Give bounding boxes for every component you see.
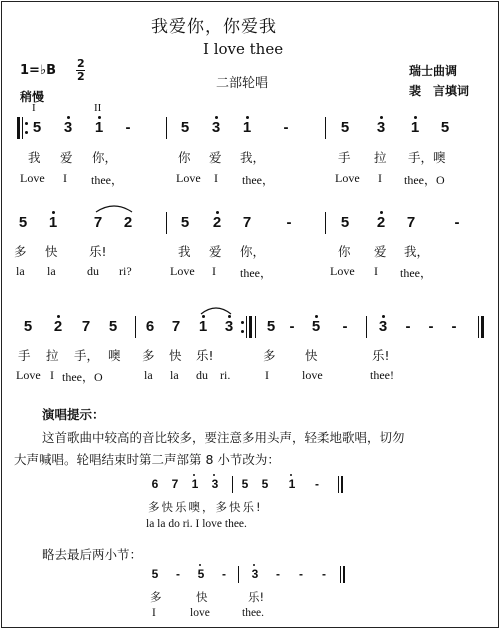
note: 7 — [81, 318, 91, 335]
example-lyric-en: la la do ri. I love thee. — [146, 518, 247, 530]
note: 2 — [123, 214, 133, 231]
note-dash: - — [286, 214, 292, 231]
note: 5 — [197, 567, 205, 581]
note-dash: - — [176, 567, 180, 581]
lyric-cn: 你， — [92, 150, 118, 165]
lyric-cn: 快 — [169, 348, 182, 363]
note-dash: - — [222, 567, 226, 581]
final-bar-thin — [338, 476, 339, 493]
lyric-cn: 爱 — [60, 150, 73, 165]
lyric-cn: 我， — [240, 150, 266, 165]
note-dash: - — [289, 318, 295, 335]
note: 5 — [241, 477, 249, 491]
note: 7 — [171, 318, 181, 335]
lyric-cn: 多 — [142, 348, 155, 363]
lyric-cn: 拉 — [374, 150, 387, 165]
notes-paragraph-2: 大声喊唱。轮唱结束时第二声部第 8 小节改为： — [14, 452, 280, 467]
final-bar-thin — [340, 566, 341, 583]
lyric-en: I — [50, 368, 54, 382]
example-lyric-cn: 快 — [196, 590, 208, 604]
lyric-cn: 爱 — [209, 150, 222, 165]
lyric-en: thee， — [91, 173, 123, 187]
example-lyric-en: love — [190, 607, 210, 619]
lyric-en: thee， — [240, 266, 272, 280]
lyric-en: Love — [20, 171, 45, 185]
lyricist-credit: 裴 言填词 — [409, 84, 470, 98]
lyric-cn: 手， — [74, 348, 100, 363]
note: 3 — [378, 318, 388, 335]
lyric-en: la — [16, 264, 25, 278]
example-lyric-en: I — [152, 607, 156, 619]
example-lyric-en: thee. — [242, 607, 265, 619]
lyric-en: Love — [176, 171, 201, 185]
lyric-cn: 爱 — [209, 244, 222, 259]
lyric-en: la — [170, 368, 179, 382]
tie-arc — [199, 304, 233, 316]
note: 5 — [180, 119, 190, 136]
bar-line — [232, 476, 233, 493]
note-dash: - — [342, 318, 348, 335]
lyric-en: I — [374, 264, 378, 278]
note: 6 — [151, 477, 159, 491]
octave-dot — [193, 474, 195, 476]
bar-line — [166, 212, 167, 234]
lyric-cn: 我 — [28, 150, 41, 165]
bar-line — [238, 566, 239, 583]
part-marker-one: I — [32, 102, 36, 114]
repeat-dot — [25, 131, 28, 134]
bar-line — [366, 316, 367, 338]
repeat-dot — [241, 330, 244, 333]
repeat-dot — [25, 122, 28, 125]
octave-dot — [382, 315, 385, 318]
note-dash: - — [125, 119, 131, 136]
note: 1 — [198, 318, 208, 335]
note: 7 — [93, 214, 103, 231]
final-bar-thick — [341, 476, 343, 493]
lyric-cn: 我 — [178, 244, 191, 259]
lyric-cn: 我， — [404, 244, 430, 259]
time-signature-bottom: 2 — [77, 70, 85, 83]
note: 2 — [212, 214, 222, 231]
repeat-end-thin — [246, 316, 247, 338]
octave-dot — [213, 474, 215, 476]
lyric-en: love — [302, 368, 323, 382]
bar-line — [325, 212, 326, 234]
lyric-en: I — [214, 171, 218, 185]
octave-dot — [246, 116, 249, 119]
lyric-cn: 手 — [18, 348, 31, 363]
lyric-cn: 快 — [305, 348, 318, 363]
note: 5 — [180, 214, 190, 231]
lyric-en: thee， — [400, 266, 432, 280]
lyric-en: Love — [170, 264, 195, 278]
lyric-en: Love — [335, 171, 360, 185]
example-lyric-cn: 乐! — [248, 590, 265, 604]
part-marker-two: II — [94, 102, 102, 114]
bar-line — [135, 316, 136, 338]
composer-credit: 瑞士曲调 — [409, 64, 458, 78]
section-bar — [249, 316, 252, 338]
time-signature-top: 2 — [77, 57, 85, 70]
note: 1 — [288, 477, 296, 491]
note: 1 — [191, 477, 199, 491]
note: 1 — [94, 119, 104, 136]
notes-paragraph-1: 这首歌曲中较高的音比较多，要注意多用头声，轻柔地歌唱，切勿 — [42, 430, 405, 445]
note: 3 — [224, 318, 234, 335]
note-dash: - — [315, 477, 319, 491]
lyric-cn: 乐! — [196, 348, 214, 363]
octave-dot — [380, 116, 383, 119]
lyric-en: la — [144, 368, 153, 382]
lyric-en: thee，O — [62, 370, 103, 384]
note: 5 — [32, 119, 42, 136]
key-signature: 1=♭B — [20, 63, 56, 78]
note: 2 — [53, 318, 63, 335]
final-bar-thick — [343, 566, 345, 583]
lyric-cn: 手，噢 — [408, 150, 446, 165]
octave-dot — [52, 211, 55, 214]
lyric-en: la — [47, 264, 56, 278]
notes-heading: 演唱提示： — [42, 407, 105, 422]
lyric-en: I — [378, 171, 382, 185]
lyric-cn: 爱 — [374, 244, 387, 259]
note: 5 — [108, 318, 118, 335]
note: 3 — [211, 477, 219, 491]
octave-dot — [253, 564, 255, 566]
octave-dot — [199, 564, 201, 566]
bar-line — [166, 117, 167, 139]
lyric-cn: 快 — [45, 244, 58, 259]
note: 5 — [340, 119, 350, 136]
note-dash: - — [299, 567, 303, 581]
octave-dot — [57, 315, 60, 318]
octave-dot — [380, 211, 383, 214]
example-lyric-cn: 多快乐噢，多快乐! — [148, 500, 263, 514]
lyric-cn: 手 — [338, 150, 351, 165]
lyric-cn: 乐! — [372, 348, 390, 363]
note: 5 — [18, 214, 28, 231]
note: 5 — [261, 477, 269, 491]
song-subtitle: I love thee — [203, 40, 284, 58]
octave-dot — [414, 116, 417, 119]
notes-paragraph-3: 略去最后两小节： — [42, 547, 143, 562]
note: 5 — [311, 318, 321, 335]
note: 5 — [440, 119, 450, 136]
note-dash: - — [322, 567, 326, 581]
note-dash: - — [283, 119, 289, 136]
note: 1 — [48, 214, 58, 231]
lyric-en: ri. — [220, 368, 231, 382]
lyric-en: thee，O — [404, 173, 445, 187]
note: 1 — [242, 119, 252, 136]
note: 5 — [151, 567, 159, 581]
lyric-cn: 多 — [14, 244, 27, 259]
lyric-cn: 噢 — [108, 348, 121, 363]
lyric-cn: 你 — [338, 244, 351, 259]
lyric-en: thee， — [242, 173, 274, 187]
lyric-en: Love — [16, 368, 41, 382]
bar-line — [255, 316, 256, 338]
lyric-cn: 你， — [240, 244, 266, 259]
octave-dot — [67, 116, 70, 119]
lyric-cn: 拉 — [46, 348, 59, 363]
octave-dot — [315, 315, 318, 318]
octave-dot — [215, 116, 218, 119]
lyric-cn: 乐! — [89, 244, 107, 259]
repeat-start-bar — [17, 117, 20, 139]
note-dash: - — [451, 318, 457, 335]
note-dash: - — [276, 567, 280, 581]
repeat-start-thin — [22, 117, 23, 139]
note-dash: - — [454, 214, 460, 231]
note-dash: - — [428, 318, 434, 335]
note-dash: - — [405, 318, 411, 335]
lyric-en: ri? — [119, 264, 132, 278]
bar-line — [325, 117, 326, 139]
lyric-en: I — [63, 171, 67, 185]
note: 3 — [211, 119, 221, 136]
note: 2 — [376, 214, 386, 231]
note: 7 — [406, 214, 416, 231]
octave-dot — [216, 211, 219, 214]
lyric-en: du — [196, 368, 208, 382]
performance-form: 二部轮唱 — [216, 76, 269, 91]
octave-dot — [290, 474, 292, 476]
note: 6 — [145, 318, 155, 335]
tempo-marking: 稍慢 — [20, 90, 45, 104]
tie-arc — [94, 202, 134, 214]
final-bar-thin — [478, 316, 479, 338]
note: 5 — [266, 318, 276, 335]
lyric-en: du — [87, 264, 99, 278]
lyric-en: Love — [330, 264, 355, 278]
lyric-cn: 多 — [263, 348, 276, 363]
repeat-dot — [241, 321, 244, 324]
song-title: 我爱你，你爱我 — [151, 17, 277, 37]
note: 5 — [340, 214, 350, 231]
final-bar-thick — [481, 316, 484, 338]
lyric-cn: 你 — [178, 150, 191, 165]
note: 3 — [376, 119, 386, 136]
note: 3 — [63, 119, 73, 136]
example-lyric-cn: 多 — [150, 590, 162, 604]
note: 7 — [242, 214, 252, 231]
lyric-en: thee! — [370, 368, 394, 382]
note: 7 — [171, 477, 179, 491]
lyric-en: I — [212, 264, 216, 278]
note: 5 — [23, 318, 33, 335]
lyric-en: I — [265, 368, 269, 382]
note: 1 — [410, 119, 420, 136]
note: 3 — [251, 567, 259, 581]
octave-dot — [98, 116, 101, 119]
